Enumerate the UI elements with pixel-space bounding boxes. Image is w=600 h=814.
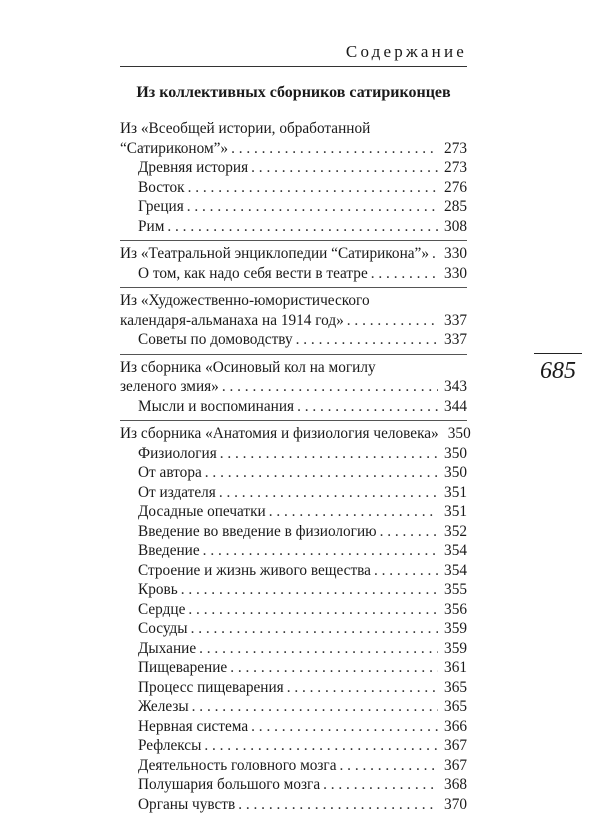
- toc-line: [138, 264, 467, 284]
- toc-page-number: 354: [441, 541, 467, 561]
- toc-subentry[interactable]: [120, 502, 467, 522]
- dot-leader: [251, 717, 438, 737]
- toc-line: [138, 658, 467, 678]
- toc-label: Физиология: [138, 444, 217, 464]
- toc-label: Кровь: [138, 580, 178, 600]
- toc-subentry[interactable]: [120, 736, 467, 756]
- dot-leader: [238, 795, 438, 814]
- toc-subentry[interactable]: [120, 658, 467, 678]
- toc-page-number: 361: [441, 658, 467, 678]
- toc-entry[interactable]: [120, 358, 467, 397]
- toc-line: [120, 311, 467, 331]
- toc-label: Мысли и воспоминания: [138, 397, 294, 417]
- toc-label: О том, как надо себя вести в театре: [138, 264, 368, 284]
- folio-box: [534, 353, 582, 388]
- dot-leader: [374, 561, 438, 581]
- toc-label: Сердце: [138, 600, 185, 620]
- dot-leader: [219, 483, 438, 503]
- toc-line: [138, 619, 467, 639]
- toc-subentry[interactable]: [120, 463, 467, 483]
- toc-line: [138, 330, 467, 350]
- toc-page-number: 368: [441, 775, 467, 795]
- toc-page-number: 308: [441, 217, 467, 237]
- toc-entry-title-line: Из «Всеобщей истории, обработанной: [120, 119, 467, 139]
- toc-line: [138, 561, 467, 581]
- running-head: Содержание: [346, 42, 467, 62]
- dot-leader: [347, 311, 438, 331]
- toc-line: [120, 377, 467, 397]
- toc-label: Введение: [138, 541, 200, 561]
- toc-label: Пищеварение: [138, 658, 227, 678]
- dot-leader: [230, 658, 438, 678]
- section-title: Из коллективных сборников сатириконцев: [120, 84, 467, 102]
- toc-page-number: 365: [441, 697, 467, 717]
- toc-page-number: 276: [441, 178, 467, 198]
- toc-group: [120, 118, 467, 236]
- toc-line: [138, 541, 467, 561]
- toc-page-number: 343: [441, 377, 467, 397]
- dot-leader: [199, 639, 438, 659]
- toc-line: [138, 600, 467, 620]
- dot-leader: [192, 697, 438, 717]
- toc-page-number: 356: [441, 600, 467, 620]
- dot-leader: [204, 736, 438, 756]
- toc-page-number: 350: [441, 444, 467, 464]
- dot-leader: [297, 397, 438, 417]
- toc-label: Сосуды: [138, 619, 188, 639]
- toc-page-number: 352: [441, 522, 467, 542]
- toc-subentry[interactable]: [120, 158, 467, 178]
- toc-page-number: 337: [441, 330, 467, 350]
- toc-line: [138, 463, 467, 483]
- toc-subentry[interactable]: [120, 561, 467, 581]
- toc-page-number: 351: [441, 483, 467, 503]
- toc-page-number: 365: [441, 678, 467, 698]
- toc-page-number: 367: [441, 736, 467, 756]
- toc-subentry[interactable]: [120, 197, 467, 217]
- dot-leader: [287, 678, 438, 698]
- toc-label: Греция: [138, 197, 184, 217]
- toc-page-number: 337: [441, 311, 467, 331]
- dot-leader: [181, 580, 438, 600]
- toc-page-number: 355: [441, 580, 467, 600]
- toc-label: Рефлексы: [138, 736, 201, 756]
- toc-subentry[interactable]: [120, 775, 467, 795]
- toc-line: [138, 397, 467, 417]
- toc-page-number: 273: [441, 158, 467, 178]
- toc-page-number: 351: [441, 502, 467, 522]
- toc-subentry[interactable]: [120, 444, 467, 464]
- toc-line: [138, 697, 467, 717]
- toc-subentry[interactable]: [120, 483, 467, 503]
- toc-label: Из «Театральной энциклопедии “Сатирикона”»: [120, 244, 429, 264]
- toc-subentry[interactable]: [120, 397, 467, 417]
- toc-label: зеленого змия»: [120, 377, 219, 397]
- toc-label: Полушария большого мозга: [138, 775, 320, 795]
- toc-page-number: 350: [441, 463, 467, 483]
- toc-group: [120, 420, 467, 814]
- table-of-contents: [120, 118, 467, 814]
- toc-label: Железы: [138, 697, 189, 717]
- toc-line: [138, 756, 467, 776]
- toc-subentry[interactable]: [120, 178, 467, 198]
- toc-page-number: 367: [441, 756, 467, 776]
- toc-line: [138, 775, 467, 795]
- toc-subentry[interactable]: [120, 541, 467, 561]
- toc-line: [120, 424, 467, 444]
- toc-page-number: 359: [441, 639, 467, 659]
- toc-label: Дыхание: [138, 639, 196, 659]
- dot-leader: [340, 756, 438, 776]
- toc-subentry[interactable]: [120, 522, 467, 542]
- toc-line: [138, 444, 467, 464]
- toc-subentry[interactable]: [120, 756, 467, 776]
- toc-page-number: 350: [445, 424, 471, 444]
- dot-leader: [371, 264, 438, 284]
- toc-label: Введение во введение в физиологию: [138, 522, 377, 542]
- toc-entry[interactable]: [120, 424, 467, 444]
- toc-entry[interactable]: [120, 291, 467, 330]
- toc-label: Рим: [138, 217, 164, 237]
- toc-subentry[interactable]: [120, 717, 467, 737]
- dot-leader: [323, 775, 438, 795]
- toc-label: Строение и жизнь живого вещества: [138, 561, 371, 581]
- toc-subentry[interactable]: [120, 795, 467, 814]
- toc-subentry[interactable]: [120, 217, 467, 237]
- toc-line: [138, 717, 467, 737]
- toc-entry[interactable]: [120, 244, 467, 264]
- toc-line: [138, 522, 467, 542]
- toc-subentry[interactable]: [120, 580, 467, 600]
- toc-line: [138, 678, 467, 698]
- toc-label: “Сатириконом”»: [120, 139, 228, 159]
- toc-label: Органы чувств: [138, 795, 235, 814]
- toc-subentry[interactable]: [120, 330, 467, 350]
- toc-group: [120, 287, 467, 350]
- toc-entry[interactable]: [120, 119, 467, 158]
- toc-subentry[interactable]: [120, 697, 467, 717]
- toc-label: Досадные опечатки: [138, 502, 266, 522]
- dot-leader: [188, 178, 438, 198]
- toc-group: [120, 240, 467, 283]
- toc-subentry[interactable]: [120, 600, 467, 620]
- toc-page-number: 370: [441, 795, 467, 814]
- toc-page-number: 359: [441, 619, 467, 639]
- toc-label: От автора: [138, 463, 202, 483]
- toc-line: [138, 795, 467, 814]
- toc-page-number: 354: [441, 561, 467, 581]
- toc-line: [138, 178, 467, 198]
- toc-label: Советы по домоводству: [138, 330, 293, 350]
- toc-subentry[interactable]: [120, 639, 467, 659]
- toc-line: [138, 502, 467, 522]
- toc-line: [138, 580, 467, 600]
- toc-label: От издателя: [138, 483, 216, 503]
- dot-leader: [222, 377, 438, 397]
- dot-leader: [432, 244, 438, 264]
- page-number: 685: [534, 354, 582, 388]
- dot-leader: [188, 600, 438, 620]
- toc-line: [138, 483, 467, 503]
- dot-leader: [231, 139, 438, 159]
- toc-subentry[interactable]: [120, 264, 467, 284]
- toc-label: Деятельность головного мозга: [138, 756, 337, 776]
- toc-label: Нервная система: [138, 717, 248, 737]
- toc-label: Восток: [138, 178, 185, 198]
- dot-leader: [251, 158, 438, 178]
- dot-leader: [269, 502, 438, 522]
- dot-leader: [187, 197, 438, 217]
- dot-leader: [380, 522, 438, 542]
- dot-leader: [220, 444, 438, 464]
- toc-line: [120, 139, 467, 159]
- toc-line: [138, 158, 467, 178]
- toc-label: Из сборника «Анатомия и физиология человека»: [120, 424, 439, 444]
- dot-leader: [191, 619, 438, 639]
- dot-leader: [296, 330, 438, 350]
- toc-label: Древняя история: [138, 158, 248, 178]
- toc-line: [120, 244, 467, 264]
- toc-page-number: 330: [441, 244, 467, 264]
- toc-page-number: 285: [441, 197, 467, 217]
- toc-line: [138, 197, 467, 217]
- toc-line: [138, 217, 467, 237]
- toc-subentry[interactable]: [120, 678, 467, 698]
- dot-leader: [167, 217, 438, 237]
- toc-page-number: 330: [441, 264, 467, 284]
- toc-page-number: 366: [441, 717, 467, 737]
- header-rule: [120, 66, 467, 67]
- toc-line: [138, 736, 467, 756]
- toc-subentry[interactable]: [120, 619, 467, 639]
- toc-line: [138, 639, 467, 659]
- dot-leader: [203, 541, 438, 561]
- toc-label: календаря-альманаха на 1914 год»: [120, 311, 344, 331]
- toc-page-number: 344: [441, 397, 467, 417]
- toc-group: [120, 354, 467, 417]
- toc-entry-title-line: Из сборника «Осиновый кол на могилу: [120, 358, 467, 378]
- toc-label: Процесс пищеварения: [138, 678, 284, 698]
- toc-entry-title-line: Из «Художественно-юмористического: [120, 291, 467, 311]
- toc-page-number: 273: [441, 139, 467, 159]
- dot-leader: [205, 463, 438, 483]
